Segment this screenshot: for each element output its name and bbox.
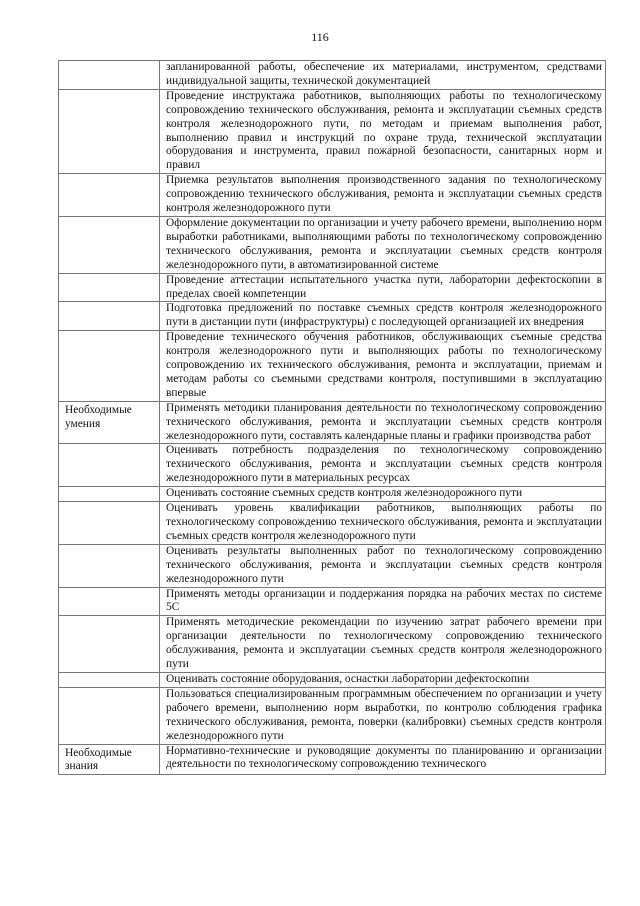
row-label	[59, 273, 160, 302]
row-text: запланированной работы, обеспечение их материалами, инструментом, средствами индивидуальной защиты, технической документацией	[160, 61, 606, 90]
table-row	[59, 544, 606, 587]
page-number: 116	[311, 30, 329, 44]
row-label	[59, 61, 160, 90]
row-label	[59, 331, 160, 402]
table-row	[59, 616, 606, 673]
row-text: Оценивать результаты выполненных работ по технологическому сопровождению технического обслуживания, ремонта и эксплуатации съемных средств контроля железнодорожного пути	[160, 544, 606, 587]
row-label	[59, 302, 160, 331]
row-label	[59, 89, 160, 173]
table-row	[59, 672, 606, 687]
row-text: Проведение аттестации испытательного участка пути, лаборатории дефектоскопии в пределах своей компетенции	[160, 273, 606, 302]
row-label	[59, 444, 160, 487]
table-row	[59, 587, 606, 616]
row-text: Подготовка предложений по поставке съемных средств контроля железнодорожного пути в дистанции пути (инфраструктуры) с последующей организацией их внедрения	[160, 302, 606, 331]
row-text: Проведение технического обучения работников, обслуживающих съемные средства контроля железнодорожного пути и выполняющих работы по технологическому сопровождению их технического обслуживания, ремонта и эксплуатации, приемам и методам работы со съемными средствами контроля, поступившими в эксплуатацию впервые	[160, 331, 606, 402]
row-label	[59, 687, 160, 744]
row-label	[59, 544, 160, 587]
row-text: Оценивать потребность подразделения по технологическому сопровождению технического обслуживания, ремонта и эксплуатации съемных средств контроля железнодорожного пути в материальных ресурсах	[160, 444, 606, 487]
table-row	[59, 216, 606, 273]
row-label	[59, 587, 160, 616]
table-row	[59, 687, 606, 744]
row-label	[59, 174, 160, 217]
row-text: Нормативно-технические и руководящие документы по планированию и организации деятельности по технологическому сопровождению технического	[160, 744, 606, 775]
row-label	[59, 616, 160, 673]
row-text: Оформление документации по организации и учету рабочего времени, выполнению норм выработки работниками, выполняющими работы по технологическому сопровождению технического обслуживания, ремонта и эксплуатации съемных средств контроля железнодорожного пути, в автоматизированной системе	[160, 216, 606, 273]
row-text: Пользоваться специализированным программным обеспечением по организации и учету рабочего времени, выполнению норм выработки, по контролю соблюдения графика технического обслуживания, ремонта, поверки (калибровки) съемных средств контроля железнодорожного пути	[160, 687, 606, 744]
table-row	[59, 273, 606, 302]
table-row	[59, 89, 606, 173]
row-text: Оценивать состояние съемных средств контроля железнодорожного пути	[160, 487, 606, 502]
table-row	[59, 61, 606, 90]
section-label-skills: Необходимые умения	[59, 401, 160, 444]
row-text: Оценивать уровень квалификации работников, выполняющих работы по технологическому сопровождению технического обслуживания, ремонта и эксплуатации съемных средств контроля железнодорожного пути	[160, 502, 606, 545]
row-label	[59, 502, 160, 545]
table-row	[59, 744, 606, 775]
table-row	[59, 487, 606, 502]
table-row	[59, 331, 606, 402]
table-row	[59, 444, 606, 487]
row-label	[59, 216, 160, 273]
table-row	[59, 174, 606, 217]
row-label	[59, 487, 160, 502]
table-row	[59, 401, 606, 444]
row-text: Оценивать состояние оборудования, оснастки лаборатории дефектоскопии	[160, 672, 606, 687]
table-row	[59, 502, 606, 545]
row-label	[59, 672, 160, 687]
row-text: Применять методики планирования деятельности по технологическому сопровождению технического обслуживания, ремонта и эксплуатации съемных средств контроля железнодорожного пути, составлять календарные планы и графики производства работ	[160, 401, 606, 444]
row-text: Приемка результатов выполнения производственного задания по технологическому сопровождению технического обслуживания, ремонта и эксплуатации съемных средств контроля железнодорожного пути	[160, 174, 606, 217]
row-text: Проведение инструктажа работников, выполняющих работы по технологическому сопровождению технического обслуживания, ремонта и эксплуатации съемных средств контроля железнодорожного пути, по методам и приемам выполнения работ, выполнению правил и инструкций по охране труда, технической эксплуатации оборудования и инструмента, правил пожарной безопасности, санитарных норм и правил	[160, 89, 606, 173]
table-row	[59, 302, 606, 331]
row-text: Применять методы организации и поддержания порядка на рабочих местах по системе 5С	[160, 587, 606, 616]
row-text: Применять методические рекомендации по изучению затрат рабочего времени при организации деятельности по технологическому сопровождению технического обслуживания, ремонта и эксплуатации съемных средств контроля железнодорожного пути	[160, 616, 606, 673]
competency-table	[58, 60, 606, 775]
section-label-knowledge: Необходимые знания	[59, 744, 160, 775]
